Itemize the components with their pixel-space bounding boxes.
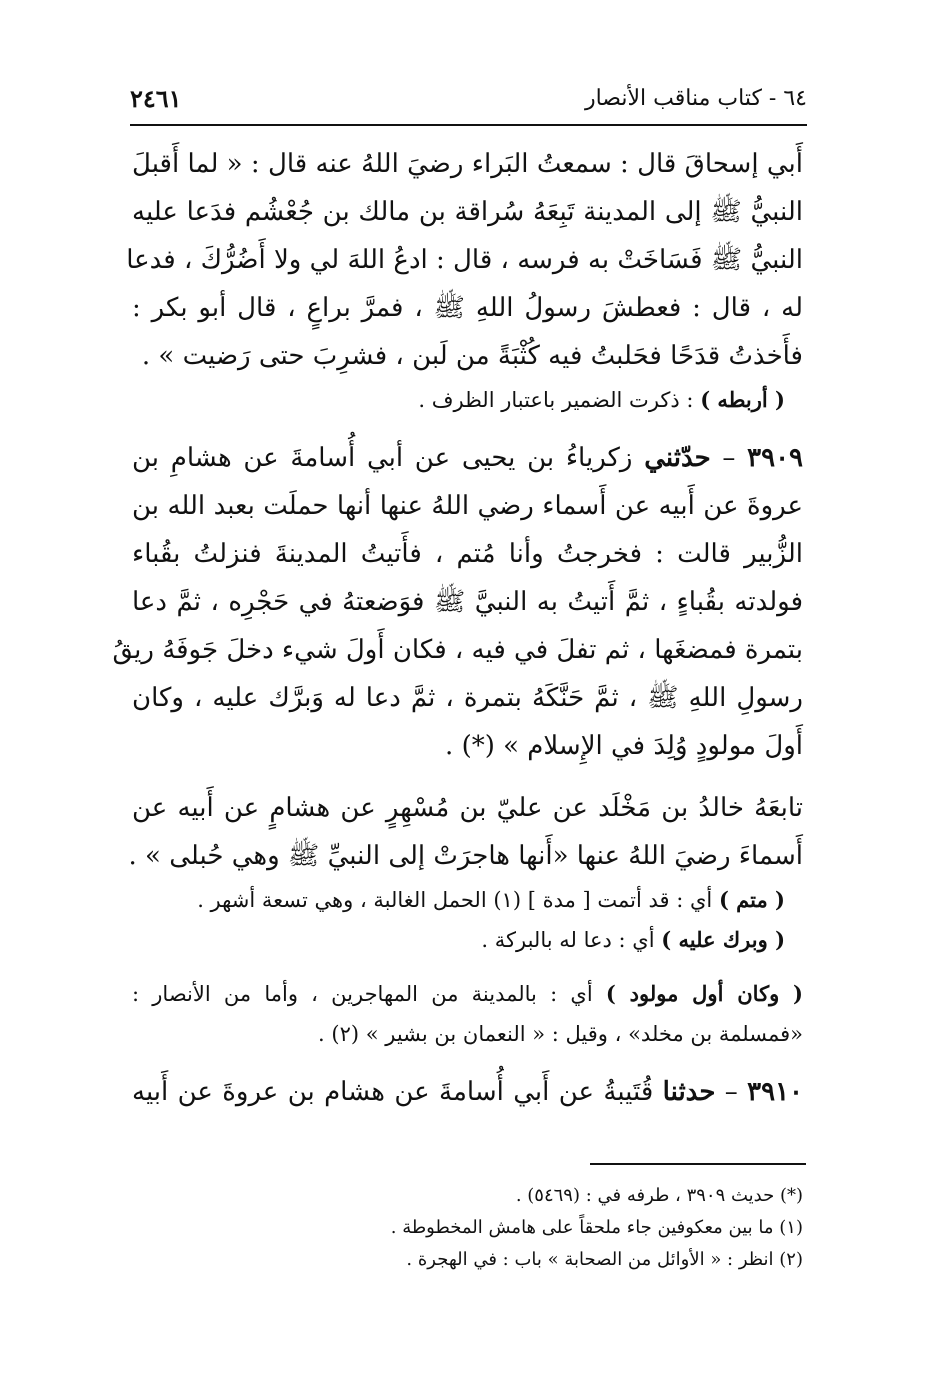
hadith-verb: حدثنا <box>662 1077 716 1107</box>
text-line: أَولَ مولودٍ وُلِدَ في الإِسلام » (*) . <box>445 731 803 761</box>
hadith-verb: حدّثني <box>644 443 711 473</box>
text-line: عروةَ عن أَبيه عن أَسماء رضي اللهُ عنها أنها حملَت بعبد الله بن <box>132 491 803 521</box>
text-line: تابعَهُ خالدُ بن مَخْلَد عن عليّ بن مُسْهِرٍ عن هشامٍ عن أَبيه عن <box>132 793 803 823</box>
hadith-3908-continuation <box>126 140 803 380</box>
text-span: زكرياءُ بن يحيى عن أبي أُسامةَ عن هشامِ بن <box>132 443 645 473</box>
footnote: (*) حديث ٣٩٠٩ ، طرفه في : (٥٤٦٩) . <box>515 1185 803 1206</box>
note-text: أي : قد أتمت [ مدة ] (١) الحمل الغالبة ، وهي تسعة أشهر . <box>197 888 719 912</box>
text-line: له ، قال : فعطشَ رسولُ اللهِ ﷺ ، فمرَّ براعٍ ، قال أبو بكر : <box>132 293 803 323</box>
chapter-title: ٦٤ - كتاب مناقب الأنصار <box>584 86 807 111</box>
text-line: فأَخذتُ قدَحًا فحَلبتُ فيه كُثْبَةً من لَبن ، فشرِبَ حتى رَضيت » . <box>141 341 803 371</box>
text-line: ٣٩٠٩ – حدّثني زكرياءُ بن يحيى عن أبي أُسامةَ عن هشامِ بن <box>132 443 804 473</box>
header-rule <box>130 124 807 126</box>
note-text: أي : دعا له بالبركة . <box>481 928 662 952</box>
text-line: النبيُّ ﷺ إلى المدينة تَبِعَهُ سُراقة بن مالك بن جُعْشُم فدَعا عليه <box>132 197 803 227</box>
text-line: بتمرة فمضغَها ، ثم تفلَ في فيه ، فكان أَولَ شيء دخلَ جَوفَهُ ريقُ <box>112 635 803 665</box>
hadith-3909 <box>112 434 804 770</box>
page-number: ٢٤٦١ <box>130 84 182 113</box>
commentary-note <box>132 880 803 920</box>
text-span: قُتَيبةُ عن أَبي أُسامةَ عن هشام بن عروةَ عن أَبيه <box>132 1077 663 1107</box>
note-term: ( أربطه ) <box>700 387 785 412</box>
text-line: رسولِ اللهِ ﷺ ، ثمَّ حَنَّكَهُ بتمرة ، ثمَّ دعا له وَبرَّك عليه ، وكان <box>132 683 803 713</box>
text-line: فولدته بقُباءٍ ، ثمَّ أَتيتُ به النبيَّ ﷺ فوَضعتهُ في حَجْرِه ، ثمَّ دعا <box>132 587 803 617</box>
mutabaa-paragraph <box>128 784 803 880</box>
text-line: ٣٩١٠ – حدثنا قُتَيبةُ عن أَبي أُسامةَ عن هشام بن عروةَ عن أَبيه <box>132 1077 804 1107</box>
commentary-note <box>132 380 803 420</box>
hadith-3910 <box>132 1068 803 1116</box>
hadith-number: ٣٩٠٩ <box>747 443 804 473</box>
commentary-note <box>132 920 803 960</box>
text-line: النبيُّ ﷺ فَسَاخَتْ به فرسه ، قال : ادعُ اللهَ لي ولا أَضُرُّكَ ، فدعا <box>126 245 803 275</box>
page-body <box>112 140 804 1116</box>
commentary-note-continuation: «فمسلمة بن مخلد» ، وقيل : « النعمان بن بشير » (٢) . <box>318 1022 803 1046</box>
text-line: أَبي إسحاقَ قال : سمعتُ البَراء رضيَ اللهُ عنه قال : « لما أَقبلَ <box>132 149 803 179</box>
note-text: أي : بالمدينة من المهاجرين ، وأما من الأنصار : <box>132 982 606 1006</box>
note-text: : ذكرت الضمير باعتبار الظرف . <box>418 388 701 412</box>
footnote: (٢) انظر : « الأوائل من الصحابة » باب : في الهجرة . <box>406 1249 803 1270</box>
footnote: (١) ما بين معكوفين جاء ملحقاً على هامش المخطوطة . <box>390 1217 803 1238</box>
text-line: الزُّبير قالت : فخرجتُ وأنا مُتم ، فأَتيتُ المدينةَ فنزلتُ بقُباء <box>132 539 803 569</box>
footnotes <box>300 1180 803 1276</box>
commentary-note <box>132 974 803 1014</box>
note-term: ( وبرك عليه ) <box>661 927 785 952</box>
hadith-number: ٣٩١٠ <box>747 1077 804 1107</box>
page-header <box>130 82 807 126</box>
note-term: ( وكان أول مولود ) <box>605 981 803 1006</box>
note-term: ( متم ) <box>718 887 785 912</box>
footnote-rule <box>590 1163 806 1165</box>
text-line: أَسماءَ رضيَ اللهُ عنها «أَنها هاجرَتْ إلى النبيِّ ﷺ وهي حُبلى » . <box>128 841 803 871</box>
